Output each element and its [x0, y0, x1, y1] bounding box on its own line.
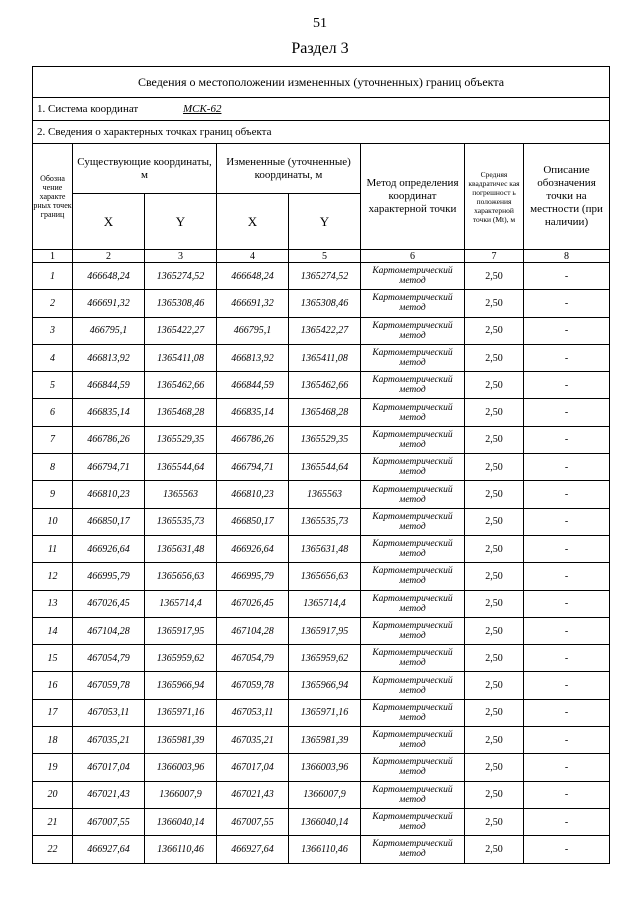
method-value: Картометрический метод — [361, 399, 465, 426]
changed-x-value: 466850,17 — [217, 508, 289, 535]
table-row — [33, 781, 610, 808]
changed-x-value: 466794,71 — [217, 454, 289, 481]
existing-x-value: 466648,24 — [73, 263, 145, 290]
table-row — [33, 426, 610, 453]
existing-x-value: 466794,71 — [73, 454, 145, 481]
accuracy-value: 2,50 — [465, 645, 524, 672]
changed-y-value: 1365959,62 — [289, 645, 361, 672]
changed-x-value: 466835,14 — [217, 399, 289, 426]
column-number: 6 — [361, 250, 465, 263]
header-changed-x: X — [217, 194, 289, 250]
existing-y-value: 1365714,4 — [145, 590, 217, 617]
column-number: 2 — [73, 250, 145, 263]
point-number: 21 — [33, 808, 73, 835]
description-value: - — [524, 672, 610, 699]
point-number: 15 — [33, 645, 73, 672]
method-value: Картометрический метод — [361, 535, 465, 562]
changed-x-value: 467054,79 — [217, 645, 289, 672]
method-value: Картометрический метод — [361, 836, 465, 863]
accuracy-value: 2,50 — [465, 317, 524, 344]
method-value: Картометрический метод — [361, 317, 465, 344]
accuracy-value: 2,50 — [465, 727, 524, 754]
existing-x-value: 467104,28 — [73, 617, 145, 644]
existing-y-value: 1365468,28 — [145, 399, 217, 426]
table-row — [33, 508, 610, 535]
header-point-designation: Обозна чение характе рных точек границ — [33, 144, 73, 250]
accuracy-value: 2,50 — [465, 563, 524, 590]
changed-x-value: 467017,04 — [217, 754, 289, 781]
accuracy-value: 2,50 — [465, 454, 524, 481]
accuracy-value: 2,50 — [465, 372, 524, 399]
method-value: Картометрический метод — [361, 344, 465, 371]
existing-x-value: 466926,64 — [73, 535, 145, 562]
changed-y-value: 1366007,9 — [289, 781, 361, 808]
changed-y-value: 1365656,63 — [289, 563, 361, 590]
existing-y-value: 1366040,14 — [145, 808, 217, 835]
existing-x-value: 467053,11 — [73, 699, 145, 726]
existing-y-value: 1365966,94 — [145, 672, 217, 699]
changed-y-value: 1365308,46 — [289, 290, 361, 317]
table-row — [33, 563, 610, 590]
table-row — [33, 590, 610, 617]
column-numbers-row — [33, 250, 610, 263]
method-value: Картометрический метод — [361, 290, 465, 317]
existing-y-value: 1365535,73 — [145, 508, 217, 535]
existing-y-value: 1365656,63 — [145, 563, 217, 590]
accuracy-value: 2,50 — [465, 535, 524, 562]
header-changed-coords: Измененные (уточненные) координаты, м — [217, 144, 361, 194]
description-value: - — [524, 399, 610, 426]
point-number: 20 — [33, 781, 73, 808]
point-number: 4 — [33, 344, 73, 371]
method-value: Картометрический метод — [361, 645, 465, 672]
changed-y-value: 1365422,27 — [289, 317, 361, 344]
existing-y-value: 1365981,39 — [145, 727, 217, 754]
existing-y-value: 1365971,16 — [145, 699, 217, 726]
changed-x-value: 466995,79 — [217, 563, 289, 590]
accuracy-value: 2,50 — [465, 617, 524, 644]
changed-y-value: 1365274,52 — [289, 263, 361, 290]
accuracy-value: 2,50 — [465, 426, 524, 453]
point-number: 10 — [33, 508, 73, 535]
header-existing-x: X — [73, 194, 145, 250]
existing-x-value: 466810,23 — [73, 481, 145, 508]
description-value: - — [524, 617, 610, 644]
existing-x-value: 467026,45 — [73, 590, 145, 617]
point-number: 11 — [33, 535, 73, 562]
coord-system-row — [33, 98, 610, 121]
changed-y-value: 1365544,64 — [289, 454, 361, 481]
changed-y-value: 1365714,4 — [289, 590, 361, 617]
accuracy-value: 2,50 — [465, 590, 524, 617]
table-row — [33, 727, 610, 754]
existing-x-value: 466927,64 — [73, 836, 145, 863]
table-row — [33, 754, 610, 781]
column-number: 4 — [217, 250, 289, 263]
point-number: 8 — [33, 454, 73, 481]
column-number: 8 — [524, 250, 610, 263]
changed-x-value: 467007,55 — [217, 808, 289, 835]
changed-x-value: 466844,59 — [217, 372, 289, 399]
description-value: - — [524, 754, 610, 781]
method-value: Картометрический метод — [361, 727, 465, 754]
changed-x-value: 467104,28 — [217, 617, 289, 644]
existing-x-value: 466850,17 — [73, 508, 145, 535]
table-row — [33, 535, 610, 562]
boundary-points-table — [32, 66, 610, 864]
table-row — [33, 290, 610, 317]
point-number: 14 — [33, 617, 73, 644]
changed-y-value: 1365529,35 — [289, 426, 361, 453]
method-value: Картометрический метод — [361, 754, 465, 781]
method-value: Картометрический метод — [361, 563, 465, 590]
description-value: - — [524, 454, 610, 481]
accuracy-value: 2,50 — [465, 344, 524, 371]
accuracy-value: 2,50 — [465, 672, 524, 699]
existing-x-value: 466995,79 — [73, 563, 145, 590]
description-value: - — [524, 727, 610, 754]
accuracy-value: 2,50 — [465, 508, 524, 535]
point-number: 2 — [33, 290, 73, 317]
table-row — [33, 454, 610, 481]
changed-x-value: 467021,43 — [217, 781, 289, 808]
table-row — [33, 263, 610, 290]
existing-x-value: 467035,21 — [73, 727, 145, 754]
method-value: Картометрический метод — [361, 590, 465, 617]
changed-x-value: 466926,64 — [217, 535, 289, 562]
coord-system-value: МСК-62 — [182, 103, 222, 115]
changed-y-value: 1365411,08 — [289, 344, 361, 371]
existing-y-value: 1366007,9 — [145, 781, 217, 808]
description-value: - — [524, 372, 610, 399]
existing-y-value: 1365544,64 — [145, 454, 217, 481]
description-value: - — [524, 535, 610, 562]
changed-x-value: 466648,24 — [217, 263, 289, 290]
description-value: - — [524, 836, 610, 863]
table-row — [33, 836, 610, 863]
changed-y-value: 1366110,46 — [289, 836, 361, 863]
header-accuracy: Средняя квадратичес кая погрешност ь положения характерной точки (Mt), м — [465, 144, 524, 250]
existing-x-value: 467007,55 — [73, 808, 145, 835]
description-value: - — [524, 344, 610, 371]
point-number: 22 — [33, 836, 73, 863]
existing-y-value: 1365631,48 — [145, 535, 217, 562]
changed-y-value: 1366040,14 — [289, 808, 361, 835]
point-number: 18 — [33, 727, 73, 754]
accuracy-value: 2,50 — [465, 481, 524, 508]
table-row — [33, 617, 610, 644]
existing-x-value: 467017,04 — [73, 754, 145, 781]
existing-y-value: 1365563 — [145, 481, 217, 508]
description-value: - — [524, 781, 610, 808]
table-row — [33, 808, 610, 835]
accuracy-value: 2,50 — [465, 808, 524, 835]
table-row — [33, 672, 610, 699]
accuracy-value: 2,50 — [465, 290, 524, 317]
existing-x-value: 466795,1 — [73, 317, 145, 344]
table-row — [33, 399, 610, 426]
description-value: - — [524, 808, 610, 835]
column-number: 1 — [33, 250, 73, 263]
existing-x-value: 466835,14 — [73, 399, 145, 426]
accuracy-value: 2,50 — [465, 754, 524, 781]
changed-y-value: 1365631,48 — [289, 535, 361, 562]
existing-y-value: 1365462,66 — [145, 372, 217, 399]
existing-y-value: 1365308,46 — [145, 290, 217, 317]
description-value: - — [524, 563, 610, 590]
existing-x-value: 467059,78 — [73, 672, 145, 699]
point-number: 5 — [33, 372, 73, 399]
method-value: Картометрический метод — [361, 808, 465, 835]
changed-x-value: 466927,64 — [217, 836, 289, 863]
method-value: Картометрический метод — [361, 699, 465, 726]
changed-x-value: 466810,23 — [217, 481, 289, 508]
changed-x-value: 466691,32 — [217, 290, 289, 317]
accuracy-value: 2,50 — [465, 399, 524, 426]
method-value: Картометрический метод — [361, 508, 465, 535]
changed-x-value: 466813,92 — [217, 344, 289, 371]
table-row — [33, 344, 610, 371]
method-value: Картометрический метод — [361, 263, 465, 290]
method-value: Картометрический метод — [361, 426, 465, 453]
method-value: Картометрический метод — [361, 617, 465, 644]
description-value: - — [524, 645, 610, 672]
points-heading: 2. Сведения о характерных точках границ объекта — [33, 121, 610, 144]
table-row — [33, 645, 610, 672]
header-description: Описание обозначения точки на местности (при наличии) — [524, 144, 610, 250]
existing-y-value: 1365917,95 — [145, 617, 217, 644]
accuracy-value: 2,50 — [465, 836, 524, 863]
point-number: 7 — [33, 426, 73, 453]
changed-x-value: 466795,1 — [217, 317, 289, 344]
changed-y-value: 1365462,66 — [289, 372, 361, 399]
table-row — [33, 481, 610, 508]
changed-y-value: 1365535,73 — [289, 508, 361, 535]
method-value: Картометрический метод — [361, 454, 465, 481]
point-number: 16 — [33, 672, 73, 699]
existing-x-value: 466786,26 — [73, 426, 145, 453]
description-value: - — [524, 263, 610, 290]
changed-y-value: 1366003,96 — [289, 754, 361, 781]
column-number: 5 — [289, 250, 361, 263]
header-existing-coords: Существующие координаты, м — [73, 144, 217, 194]
changed-y-value: 1365563 — [289, 481, 361, 508]
existing-y-value: 1366003,96 — [145, 754, 217, 781]
changed-y-value: 1365981,39 — [289, 727, 361, 754]
point-number: 9 — [33, 481, 73, 508]
header-method: Метод определения координат характерной точки — [361, 144, 465, 250]
point-number: 1 — [33, 263, 73, 290]
description-value: - — [524, 590, 610, 617]
table-row — [33, 317, 610, 344]
existing-y-value: 1365529,35 — [145, 426, 217, 453]
existing-x-value: 467021,43 — [73, 781, 145, 808]
existing-x-value: 466691,32 — [73, 290, 145, 317]
description-value: - — [524, 317, 610, 344]
point-number: 13 — [33, 590, 73, 617]
method-value: Картометрический метод — [361, 672, 465, 699]
coord-system-label: 1. Система координат — [37, 103, 139, 115]
column-number: 7 — [465, 250, 524, 263]
existing-y-value: 1365959,62 — [145, 645, 217, 672]
changed-y-value: 1365966,94 — [289, 672, 361, 699]
page-number: 51 — [313, 16, 327, 31]
accuracy-value: 2,50 — [465, 781, 524, 808]
method-value: Картометрический метод — [361, 781, 465, 808]
point-number: 6 — [33, 399, 73, 426]
header-changed-y: Y — [289, 194, 361, 250]
description-value: - — [524, 481, 610, 508]
changed-x-value: 467059,78 — [217, 672, 289, 699]
column-number: 3 — [145, 250, 217, 263]
point-number: 19 — [33, 754, 73, 781]
existing-x-value: 467054,79 — [73, 645, 145, 672]
existing-y-value: 1365411,08 — [145, 344, 217, 371]
description-value: - — [524, 290, 610, 317]
changed-y-value: 1365971,16 — [289, 699, 361, 726]
existing-x-value: 466844,59 — [73, 372, 145, 399]
changed-y-value: 1365917,95 — [289, 617, 361, 644]
changed-x-value: 467035,21 — [217, 727, 289, 754]
point-number: 3 — [33, 317, 73, 344]
description-value: - — [524, 426, 610, 453]
existing-y-value: 1366110,46 — [145, 836, 217, 863]
method-value: Картометрический метод — [361, 481, 465, 508]
section-title: Раздел 3 — [291, 40, 349, 57]
existing-y-value: 1365422,27 — [145, 317, 217, 344]
existing-y-value: 1365274,52 — [145, 263, 217, 290]
header-existing-y: Y — [145, 194, 217, 250]
accuracy-value: 2,50 — [465, 263, 524, 290]
changed-x-value: 466786,26 — [217, 426, 289, 453]
changed-x-value: 467053,11 — [217, 699, 289, 726]
changed-y-value: 1365468,28 — [289, 399, 361, 426]
changed-x-value: 467026,45 — [217, 590, 289, 617]
existing-x-value: 466813,92 — [73, 344, 145, 371]
point-number: 17 — [33, 699, 73, 726]
method-value: Картометрический метод — [361, 372, 465, 399]
description-value: - — [524, 508, 610, 535]
table-row — [33, 699, 610, 726]
table-title: Сведения о местоположении измененных (уточненных) границ объекта — [33, 67, 610, 98]
table-row — [33, 372, 610, 399]
point-number: 12 — [33, 563, 73, 590]
description-value: - — [524, 699, 610, 726]
accuracy-value: 2,50 — [465, 699, 524, 726]
